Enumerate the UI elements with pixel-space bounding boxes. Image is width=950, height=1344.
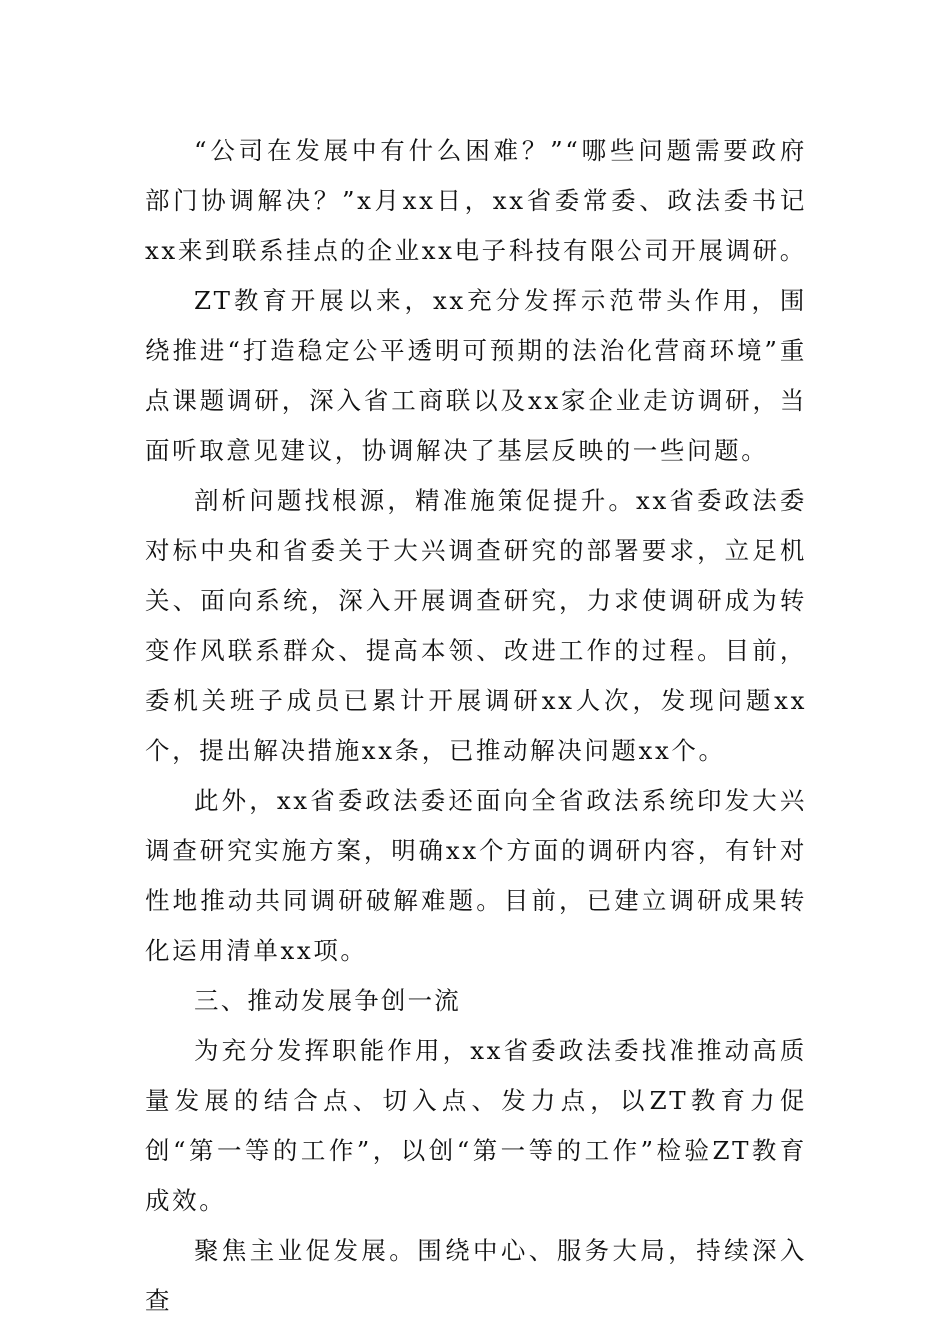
paragraph-1: “公司在发展中有什么困难？”“哪些问题需要政府部门协调解决？”x月xx日，xx省委常委、政法委书记xx来到联系挂点的企业xx电子科技有限公司开展调研。 xyxy=(145,136,807,265)
paragraph-2: ZT教育开展以来，xx充分发挥示范带头作用，围绕推进“打造稳定公平透明可预期的法治化营商环境”重点课题调研，深入省工商联以及xx家企业走访调研，当面听取意见建议，协调解决了基层反映的一些问题。 xyxy=(145,286,807,465)
paragraph-5: 为充分发挥职能作用，xx省委政法委找准推动高质量发展的结合点、切入点、发力点，以ZT教育力促创“第一等的工作”，以创“第一等的工作”检验ZT教育成效。 xyxy=(145,1036,807,1215)
paragraph-6: 聚焦主业促发展。围绕中心、服务大局，持续深入查 xyxy=(145,1236,807,1315)
paragraph-3: 剖析问题找根源，精准施策促提升。xx省委政法委对标中央和省委关于大兴调查研究的部署要求，立足机关、面向系统，深入开展调查研究，力求使调研成为转变作风联系群众、提高本领、改进工作的过程。目前，委机关班子成员已累计开展调研xx人次，发现问题xx个，提出解决措施xx条，已推动解决问题xx个。 xyxy=(145,486,807,765)
paragraph-4: 此外，xx省委政法委还面向全省政法系统印发大兴调查研究实施方案，明确xx个方面的调研内容，有针对性地推动共同调研破解难题。目前，已建立调研成果转化运用清单xx项。 xyxy=(145,786,807,965)
document-body xyxy=(145,126,807,1326)
section-heading: 三、推动发展争创一流 xyxy=(194,986,461,1015)
